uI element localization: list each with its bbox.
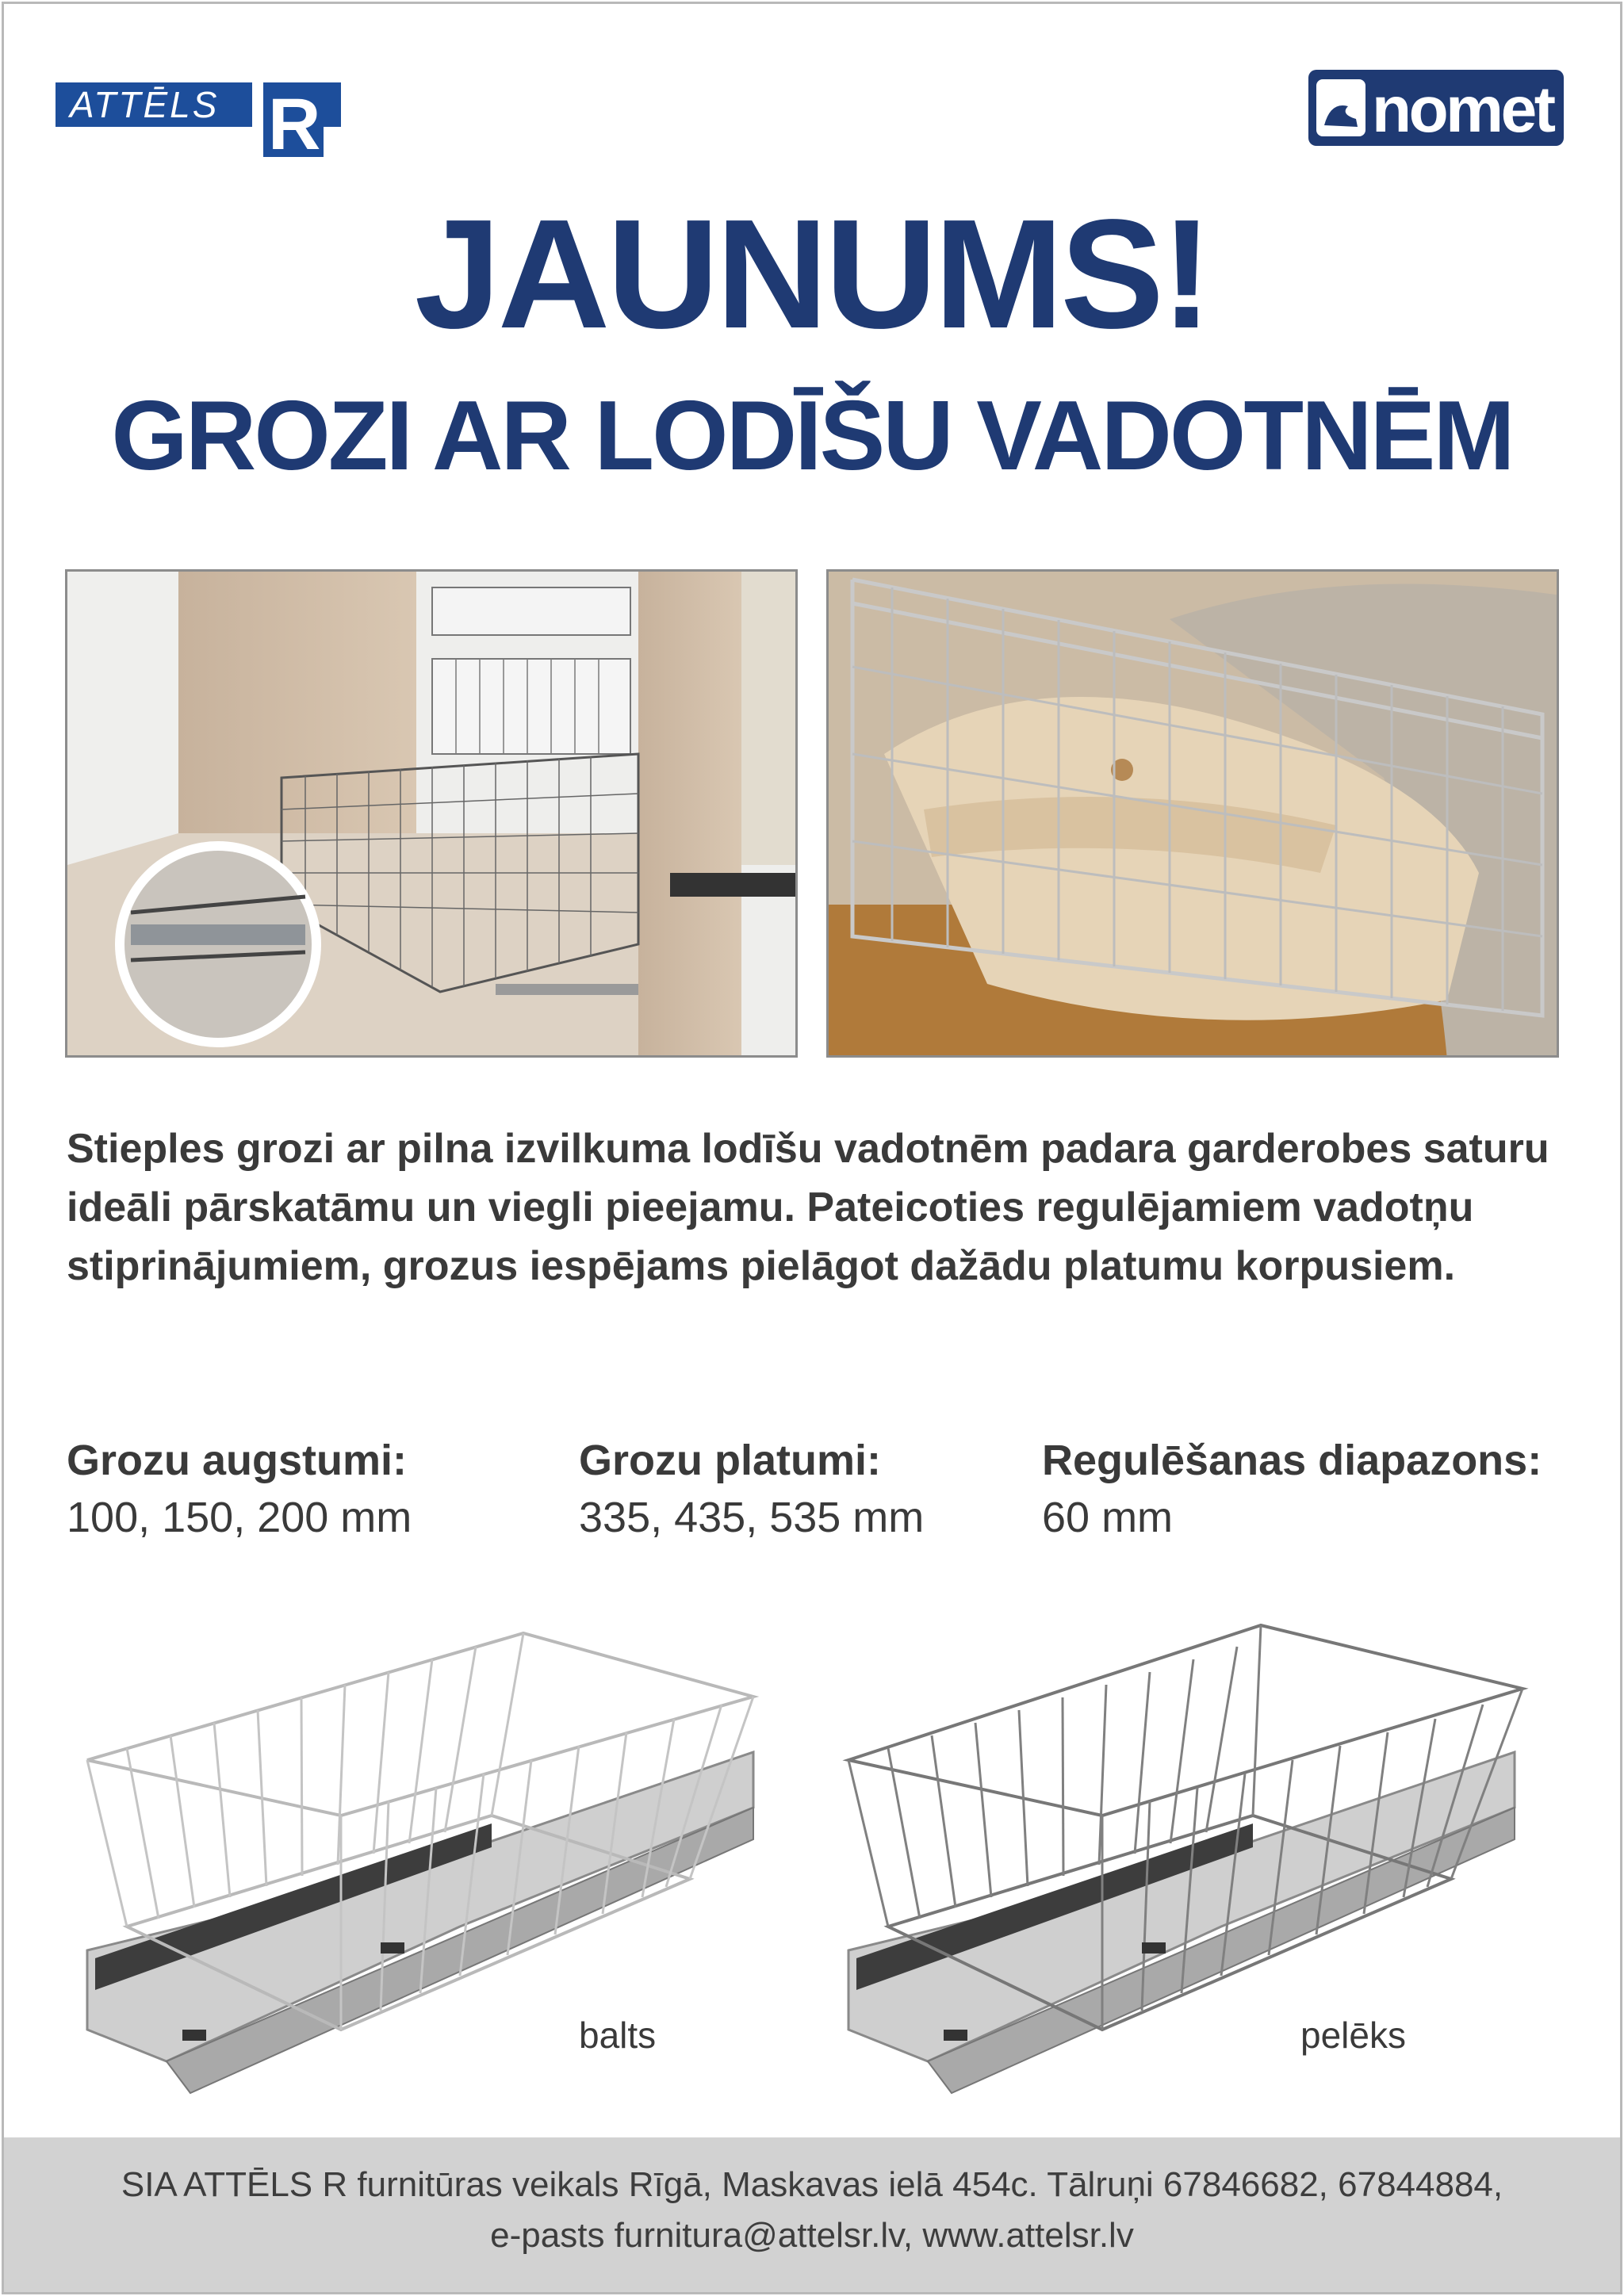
headline-subtitle: GROZI AR LODĪŠU VADOTNĒM: [111, 381, 1513, 491]
basket-with-clothes-photo-icon: [829, 572, 1559, 1058]
footer-contact: [4, 2137, 1620, 2292]
spec-heights-value: 100, 150, 200 mm: [67, 1494, 412, 1541]
attels-r-logo: [56, 73, 341, 157]
photo-wardrobe: [65, 569, 798, 1058]
footer-line-1: SIA ATTĒLS R furnitūras veikals Rīgā, Maskavas ielā 454c. Tālruņi 67846682, 67844884,: [121, 2165, 1503, 2204]
spec-widths-value: 335, 435, 535 mm: [579, 1494, 925, 1541]
spec-adjustment-value: 60 mm: [1042, 1494, 1174, 1541]
grey-basket-image: [841, 1617, 1554, 2109]
spec-widths-label: Grozu platumi:: [579, 1437, 881, 1484]
spec-heights-label: Grozu augstumi:: [67, 1437, 407, 1484]
footer-line-2: e-pasts furnitura@attelsr.lv, www.attelsr.lv: [490, 2216, 1134, 2255]
spec-adjustment-label: Regulēšanas diapazons:: [1042, 1437, 1542, 1484]
spec-heights: [67, 1432, 412, 1546]
variant-label-white: balts: [579, 2015, 657, 2056]
variant-label-grey: pelēks: [1300, 2015, 1406, 2056]
logo-attels-text: ATTĒLS: [70, 84, 220, 125]
headline-title: JAUNUMS!: [414, 187, 1210, 361]
wardrobe-basket-photo-icon: [67, 572, 798, 1058]
photo-basket-clothes: [826, 569, 1559, 1058]
spec-adjustment: [1042, 1432, 1542, 1546]
white-basket-image: [79, 1617, 793, 2109]
nomet-logo-text: nomet: [1372, 74, 1556, 146]
spec-widths: [579, 1432, 924, 1546]
nomet-logo: [1308, 70, 1564, 146]
logo-r-letter: R: [268, 84, 321, 157]
product-description: Stieples grozi ar pilna izvilkuma lodīšu vadotnēm padara garderobes saturu ideāli pārskatāmu un viegli pieejamu. Pateicoties regulējamiem vadotņu stiprinājumiem, grozus iespējams pielāgot dažādu platumu korpusiem.: [67, 1126, 1549, 1289]
